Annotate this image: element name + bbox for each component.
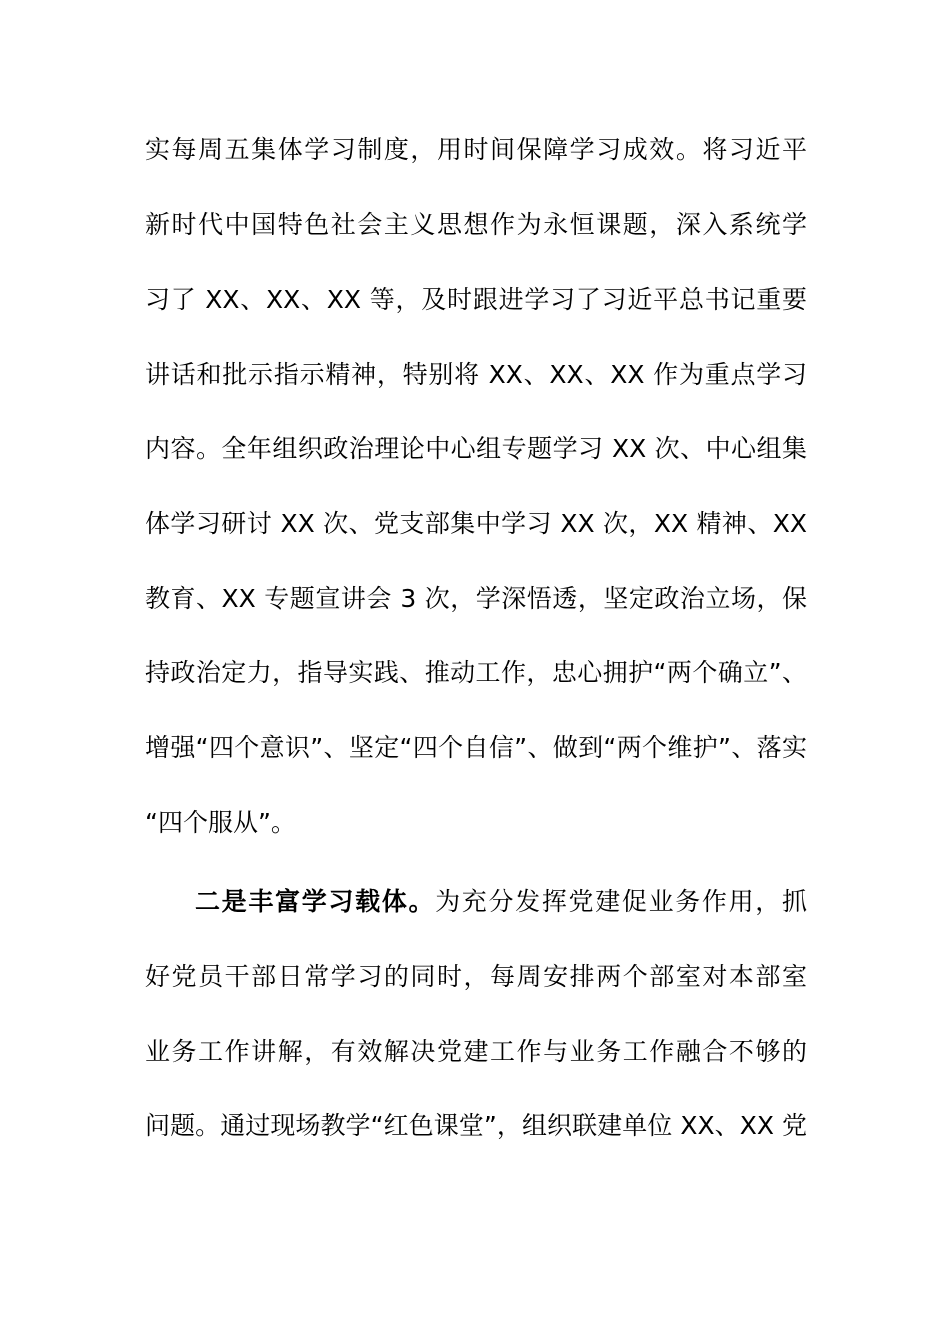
paragraph-1-line-8: 持政治定力，指导实践、推动工作，忠心拥护“两个确立”、: [145, 658, 807, 687]
paragraph-1-line-6: 体学习研讨 XX 次、党支部集中学习 XX 次，XX 精神、XX: [145, 509, 807, 538]
paragraph-1-line-2: 新时代中国特色社会主义思想作为永恒课题，深入系统学: [145, 210, 807, 239]
paragraph-2-line-1: [195, 882, 807, 922]
paragraph-1-line-10: “四个服从”。: [145, 808, 296, 837]
paragraph-1-line-1: 实每周五集体学习制度，用时间保障学习成效。将习近平: [145, 135, 807, 164]
paragraph-1-line-5: 内容。全年组织政治理论中心组专题学习 XX 次、中心组集: [145, 434, 807, 463]
paragraph-2-lead-heading: 二是丰富学习载体。: [195, 887, 436, 916]
paragraph-2-line-3: 业务工作讲解，有效解决党建工作与业务工作融合不够的: [145, 1037, 807, 1066]
paragraph-1-line-4: 讲话和批示指示精神，特别将 XX、XX、XX 作为重点学习: [145, 360, 807, 389]
paragraph-1-line-7: 教育、XX 专题宣讲会 3 次，学深悟透，坚定政治立场，保: [145, 584, 807, 613]
paragraph-1-line-3: 习了 XX、XX、XX 等，及时跟进学习了习近平总书记重要: [145, 285, 807, 314]
paragraph-1-line-9: 增强“四个意识”、坚定“四个自信”、做到“两个维护”、落实: [145, 733, 807, 762]
paragraph-2-line-1-rest: 为充分发挥党建促业务作用，抓: [435, 887, 807, 916]
paragraph-2-line-2: 好党员干部日常学习的同时，每周安排两个部室对本部室: [145, 962, 807, 991]
paragraph-2-line-4: 问题。通过现场教学“红色课堂”，组织联建单位 XX、XX 党: [145, 1111, 807, 1140]
